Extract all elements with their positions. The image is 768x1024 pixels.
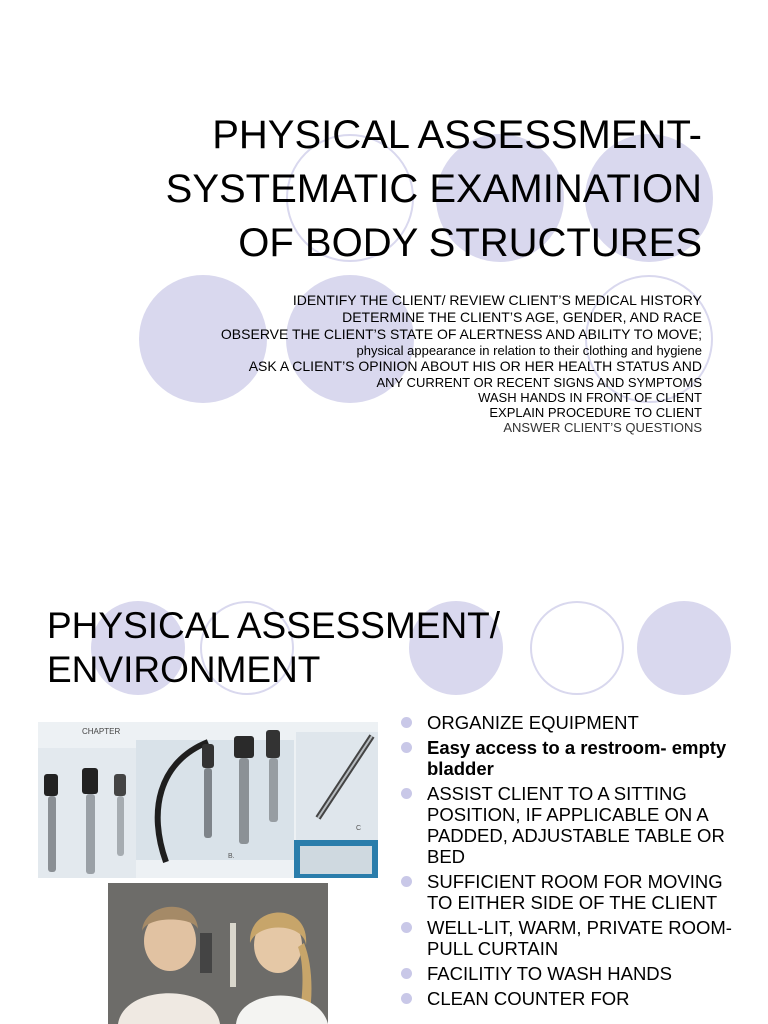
- slide-1-notes: [82, 292, 702, 435]
- list-item: [399, 963, 739, 984]
- note-line: IDENTIFY THE CLIENT/ REVIEW CLIENT’S MEDICAL HISTORY: [292, 292, 702, 308]
- slide-2-title: [47, 604, 500, 692]
- list-item: [399, 871, 739, 913]
- note-line: DETERMINE THE CLIENT’S AGE, GENDER, AND RACE: [342, 309, 702, 325]
- photo-label: C: [356, 825, 362, 832]
- list-item: [399, 988, 739, 1009]
- list-item-text: Easy access to a restroom- empty bladder: [427, 737, 727, 779]
- title-line: ENVIRONMENT: [47, 649, 321, 690]
- note-line: ASK A CLIENT’S OPINION ABOUT HIS OR HER HEALTH STATUS AND: [248, 358, 702, 374]
- list-item-text: FACILITIY TO WASH HANDS: [427, 963, 673, 984]
- list-item: [399, 917, 739, 959]
- decor-circle: [637, 601, 731, 695]
- clinician-patient-illustration: [108, 883, 328, 1024]
- note-line: ANSWER CLIENT’S QUESTIONS: [503, 420, 702, 435]
- list-item-text: SUFFICIENT ROOM FOR MOVING TO EITHER SIDE OF THE CLIENT: [427, 871, 723, 913]
- photo-label: B.: [228, 853, 235, 860]
- list-item: [399, 737, 739, 779]
- note-line: ANY CURRENT OR RECENT SIGNS AND SYMPTOMS: [376, 375, 702, 390]
- title-line: PHYSICAL ASSESSMENT-: [212, 113, 702, 157]
- photo-caption: CHAPTER: [82, 727, 121, 736]
- note-line: EXPLAIN PROCEDURE TO CLIENT: [489, 405, 702, 420]
- note-line: OBSERVE THE CLIENT’S STATE OF ALERTNESS AND ABILITY TO MOVE;: [220, 326, 702, 342]
- bullet-icon: [401, 742, 412, 753]
- bullet-icon: [401, 788, 412, 799]
- environment-checklist: [399, 712, 739, 1013]
- decor-circle: [530, 601, 624, 695]
- clinician-patient-photo: [108, 883, 328, 1024]
- slide-1-title: [62, 108, 702, 270]
- note-line: physical appearance in relation to their clothing and hygiene: [356, 343, 702, 358]
- title-line: OF BODY STRUCTURES: [238, 221, 702, 265]
- title-line: PHYSICAL ASSESSMENT/: [47, 605, 501, 646]
- note-line: WASH HANDS IN FRONT OF CLIENT: [478, 390, 702, 405]
- list-item-text: CLEAN COUNTER FOR: [427, 988, 630, 1009]
- equipment-photo: [38, 722, 378, 878]
- bullet-icon: [401, 876, 412, 887]
- bullet-icon: [401, 993, 412, 1004]
- bullet-icon: [401, 717, 412, 728]
- list-item-text: WELL-LIT, WARM, PRIVATE ROOM-PULL CURTAIN: [427, 917, 732, 959]
- bullet-icon: [401, 968, 412, 979]
- slide-2: [0, 512, 768, 1024]
- list-item: [399, 712, 739, 733]
- list-item: [399, 783, 739, 867]
- bullet-icon: [401, 922, 412, 933]
- list-item-text: ORGANIZE EQUIPMENT: [427, 712, 639, 733]
- equipment-illustration: [38, 722, 378, 878]
- list-item-text: ASSIST CLIENT TO A SITTING POSITION, IF APPLICABLE ON A PADDED, ADJUSTABLE TABLE OR BED: [427, 783, 725, 867]
- title-line: SYSTEMATIC EXAMINATION: [165, 167, 702, 211]
